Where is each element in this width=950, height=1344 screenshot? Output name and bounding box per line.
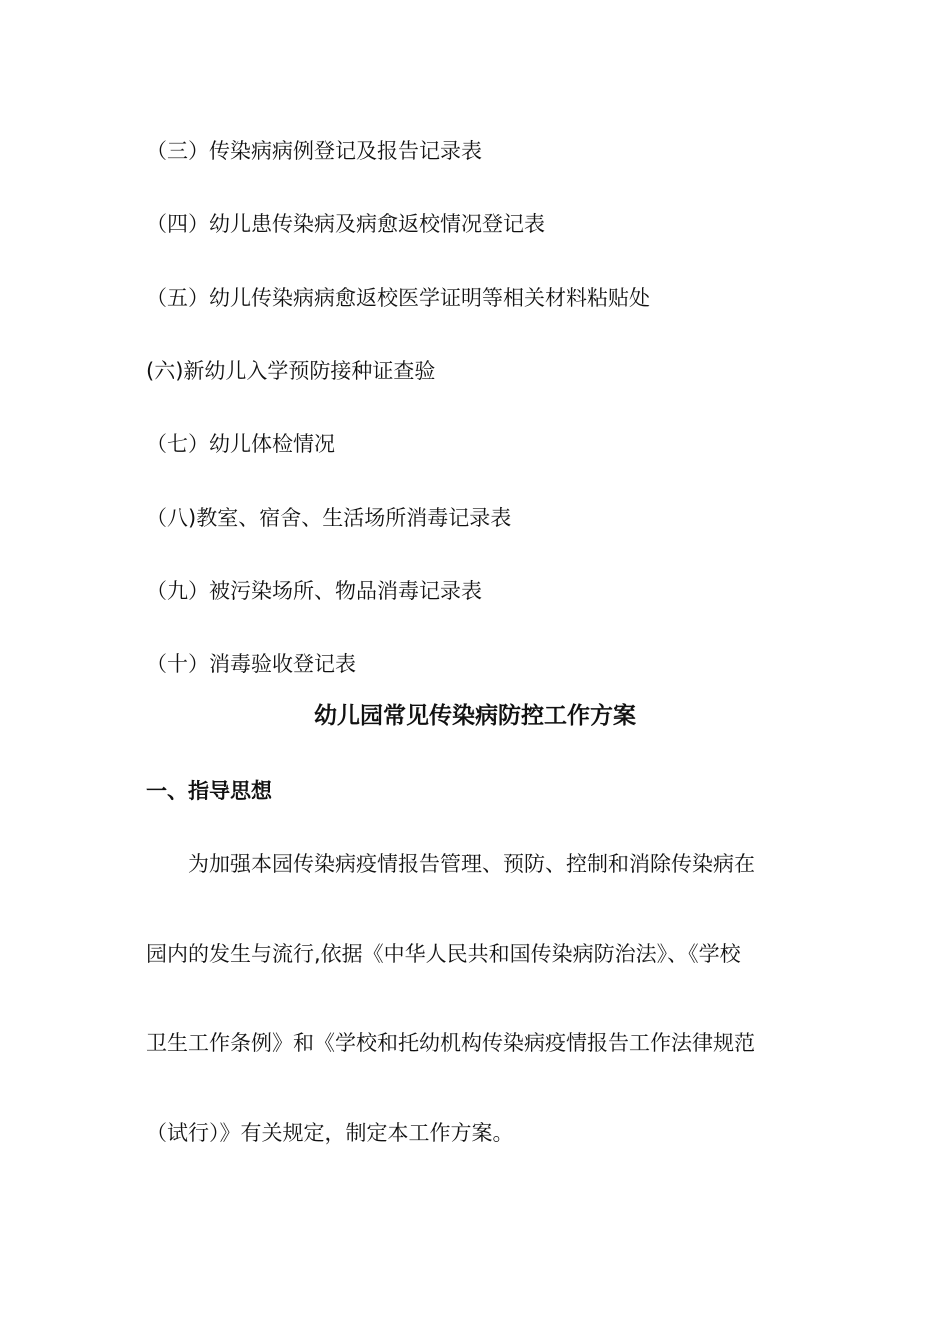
list-item: （五）幼儿传染病病愈返校医学证明等相关材料粘贴处 — [146, 286, 650, 310]
list-item: （七）幼儿体检情况 — [146, 432, 335, 456]
list-item: （三）传染病病例登记及报告记录表 — [146, 139, 482, 163]
list-item: （四）幼儿患传染病及病愈返校情况登记表 — [146, 212, 545, 236]
paragraph-line: （试行）》有关规定，制定本工作方案。 — [146, 1121, 514, 1145]
list-item: （十）消毒验收登记表 — [146, 652, 356, 676]
paragraph-line: 为加强本园传染病疫情报告管理、预防、控制和消除传染病在 — [188, 852, 755, 876]
paragraph-line: 园内的发生与流行,依据《中华人民共和国传染病防治法》、《学校 — [146, 942, 741, 966]
list-item: (六)新幼儿入学预防接种证查验 — [146, 359, 436, 383]
document-title: 幼儿园常见传染病防控工作方案 — [314, 703, 636, 729]
list-item: （九）被污染场所、物品消毒记录表 — [146, 579, 482, 603]
paragraph-line: 卫生工作条例》和《学校和托幼机构传染病疫情报告工作法律规范 — [146, 1031, 755, 1055]
section-heading: 一、指导思想 — [146, 779, 272, 803]
list-item: （八)教室、宿舍、生活场所消毒记录表 — [146, 506, 512, 530]
